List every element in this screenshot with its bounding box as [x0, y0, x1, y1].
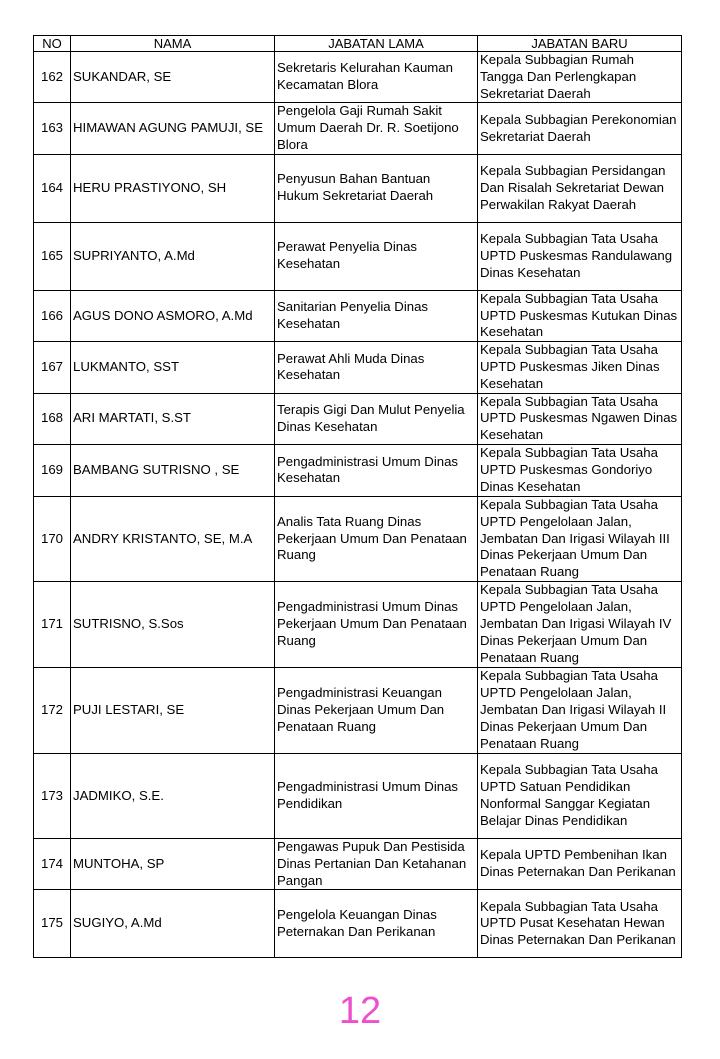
cell-nama: SUGIYO, A.Md	[71, 890, 275, 958]
cell-nama: HIMAWAN AGUNG PAMUJI, SE	[71, 103, 275, 154]
cell-jabatan-baru: Kepala Subbagian Tata Usaha UPTD Pengelolaan Jalan, Jembatan Dan Irigasi Wilayah II Dinas Pekerjaan Umum Dan Penataan Ruang	[478, 667, 682, 753]
cell-no: 163	[34, 103, 71, 154]
cell-jabatan-lama: Perawat Penyelia Dinas Kesehatan	[275, 222, 478, 290]
cell-nama: SUPRIYANTO, A.Md	[71, 222, 275, 290]
table-body	[34, 52, 682, 958]
cell-nama: ANDRY KRISTANTO, SE, M.A	[71, 496, 275, 581]
position-table	[33, 35, 682, 958]
table-row	[34, 393, 682, 444]
cell-nama: SUKANDAR, SE	[71, 52, 275, 103]
cell-nama: HERU PRASTIYONO, SH	[71, 154, 275, 222]
cell-no: 165	[34, 222, 71, 290]
table-row	[34, 444, 682, 496]
cell-jabatan-lama: Pengawas Pupuk Dan Pestisida Dinas Pertanian Dan Ketahanan Pangan	[275, 838, 478, 889]
cell-jabatan-lama: Pengelola Gaji Rumah Sakit Umum Daerah Dr. R. Soetijono Blora	[275, 103, 478, 154]
cell-jabatan-baru: Kepala Subbagian Tata Usaha UPTD Satuan Pendidikan Nonformal Sanggar Kegiatan Belajar Dinas Pendidikan	[478, 753, 682, 838]
cell-jabatan-lama: Pengadministrasi Umum Dinas Pekerjaan Umum Dan Penataan Ruang	[275, 581, 478, 667]
cell-jabatan-lama: Sekretaris Kelurahan Kauman Kecamatan Blora	[275, 52, 478, 103]
cell-jabatan-baru: Kepala Subbagian Tata Usaha UPTD Puskesmas Kutukan Dinas Kesehatan	[478, 290, 682, 341]
cell-no: 174	[34, 838, 71, 889]
cell-jabatan-baru: Kepala Subbagian Tata Usaha UPTD Pengelolaan Jalan, Jembatan Dan Irigasi Wilayah IV Dinas Pekerjaan Umum Dan Penataan Ruang	[478, 581, 682, 667]
cell-jabatan-lama: Pengadministrasi Umum Dinas Pendidikan	[275, 753, 478, 838]
cell-jabatan-lama: Sanitarian Penyelia Dinas Kesehatan	[275, 290, 478, 341]
table-row	[34, 290, 682, 341]
cell-jabatan-baru: Kepala Subbagian Tata Usaha UPTD Pusat Kesehatan Hewan Dinas Peternakan Dan Perikanan	[478, 890, 682, 958]
cell-jabatan-lama: Pengadministrasi Keuangan Dinas Pekerjaan Umum Dan Penataan Ruang	[275, 667, 478, 753]
cell-jabatan-lama: Terapis Gigi Dan Mulut Penyelia Dinas Kesehatan	[275, 393, 478, 444]
table-row	[34, 52, 682, 103]
cell-jabatan-baru: Kepala UPTD Pembenihan Ikan Dinas Peternakan Dan Perikanan	[478, 838, 682, 889]
cell-jabatan-baru: Kepala Subbagian Rumah Tangga Dan Perlengkapan Sekretariat Daerah	[478, 52, 682, 103]
cell-jabatan-baru: Kepala Subbagian Persidangan Dan Risalah Sekretariat Dewan Perwakilan Rakyat Daerah	[478, 154, 682, 222]
cell-nama: BAMBANG SUTRISNO , SE	[71, 444, 275, 496]
cell-jabatan-lama: Pengadministrasi Umum Dinas Kesehatan	[275, 444, 478, 496]
header-jabatan-baru: JABATAN BARU	[478, 36, 682, 52]
table-row	[34, 154, 682, 222]
table-row	[34, 667, 682, 753]
cell-nama: LUKMANTO, SST	[71, 342, 275, 393]
table-row	[34, 838, 682, 889]
cell-nama: ARI MARTATI, S.ST	[71, 393, 275, 444]
cell-jabatan-lama: Penyusun Bahan Bantuan Hukum Sekretariat Daerah	[275, 154, 478, 222]
header-no: NO	[34, 36, 71, 52]
cell-nama: PUJI LESTARI, SE	[71, 667, 275, 753]
cell-nama: SUTRISNO, S.Sos	[71, 581, 275, 667]
cell-nama: MUNTOHA, SP	[71, 838, 275, 889]
cell-jabatan-baru: Kepala Subbagian Tata Usaha UPTD Puskesmas Jiken Dinas Kesehatan	[478, 342, 682, 393]
table-row	[34, 890, 682, 958]
page-number: 12	[338, 990, 382, 1032]
cell-no: 164	[34, 154, 71, 222]
cell-no: 162	[34, 52, 71, 103]
table-row	[34, 581, 682, 667]
header-nama: NAMA	[71, 36, 275, 52]
table-row	[34, 496, 682, 581]
table-header-row	[34, 36, 682, 52]
header-jabatan-lama: JABATAN LAMA	[275, 36, 478, 52]
cell-jabatan-baru: Kepala Subbagian Tata Usaha UPTD Pengelolaan Jalan, Jembatan Dan Irigasi Wilayah III Dinas Pekerjaan Umum Dan Penataan Ruang	[478, 496, 682, 581]
cell-jabatan-lama: Pengelola Keuangan Dinas Peternakan Dan Perikanan	[275, 890, 478, 958]
cell-no: 173	[34, 753, 71, 838]
cell-nama: AGUS DONO ASMORO, A.Md	[71, 290, 275, 341]
cell-no: 171	[34, 581, 71, 667]
cell-no: 172	[34, 667, 71, 753]
table-row	[34, 342, 682, 393]
cell-no: 170	[34, 496, 71, 581]
cell-no: 166	[34, 290, 71, 341]
cell-no: 167	[34, 342, 71, 393]
cell-no: 169	[34, 444, 71, 496]
cell-no: 168	[34, 393, 71, 444]
cell-jabatan-baru: Kepala Subbagian Tata Usaha UPTD Puskesmas Randulawang Dinas Kesehatan	[478, 222, 682, 290]
cell-jabatan-baru: Kepala Subbagian Tata Usaha UPTD Puskesmas Gondoriyo Dinas Kesehatan	[478, 444, 682, 496]
table-row	[34, 103, 682, 154]
cell-jabatan-baru: Kepala Subbagian Perekonomian Sekretariat Daerah	[478, 103, 682, 154]
cell-jabatan-lama: Analis Tata Ruang Dinas Pekerjaan Umum Dan Penataan Ruang	[275, 496, 478, 581]
cell-nama: JADMIKO, S.E.	[71, 753, 275, 838]
cell-no: 175	[34, 890, 71, 958]
cell-jabatan-lama: Perawat Ahli Muda Dinas Kesehatan	[275, 342, 478, 393]
table-row	[34, 753, 682, 838]
table-row	[34, 222, 682, 290]
cell-jabatan-baru: Kepala Subbagian Tata Usaha UPTD Puskesmas Ngawen Dinas Kesehatan	[478, 393, 682, 444]
